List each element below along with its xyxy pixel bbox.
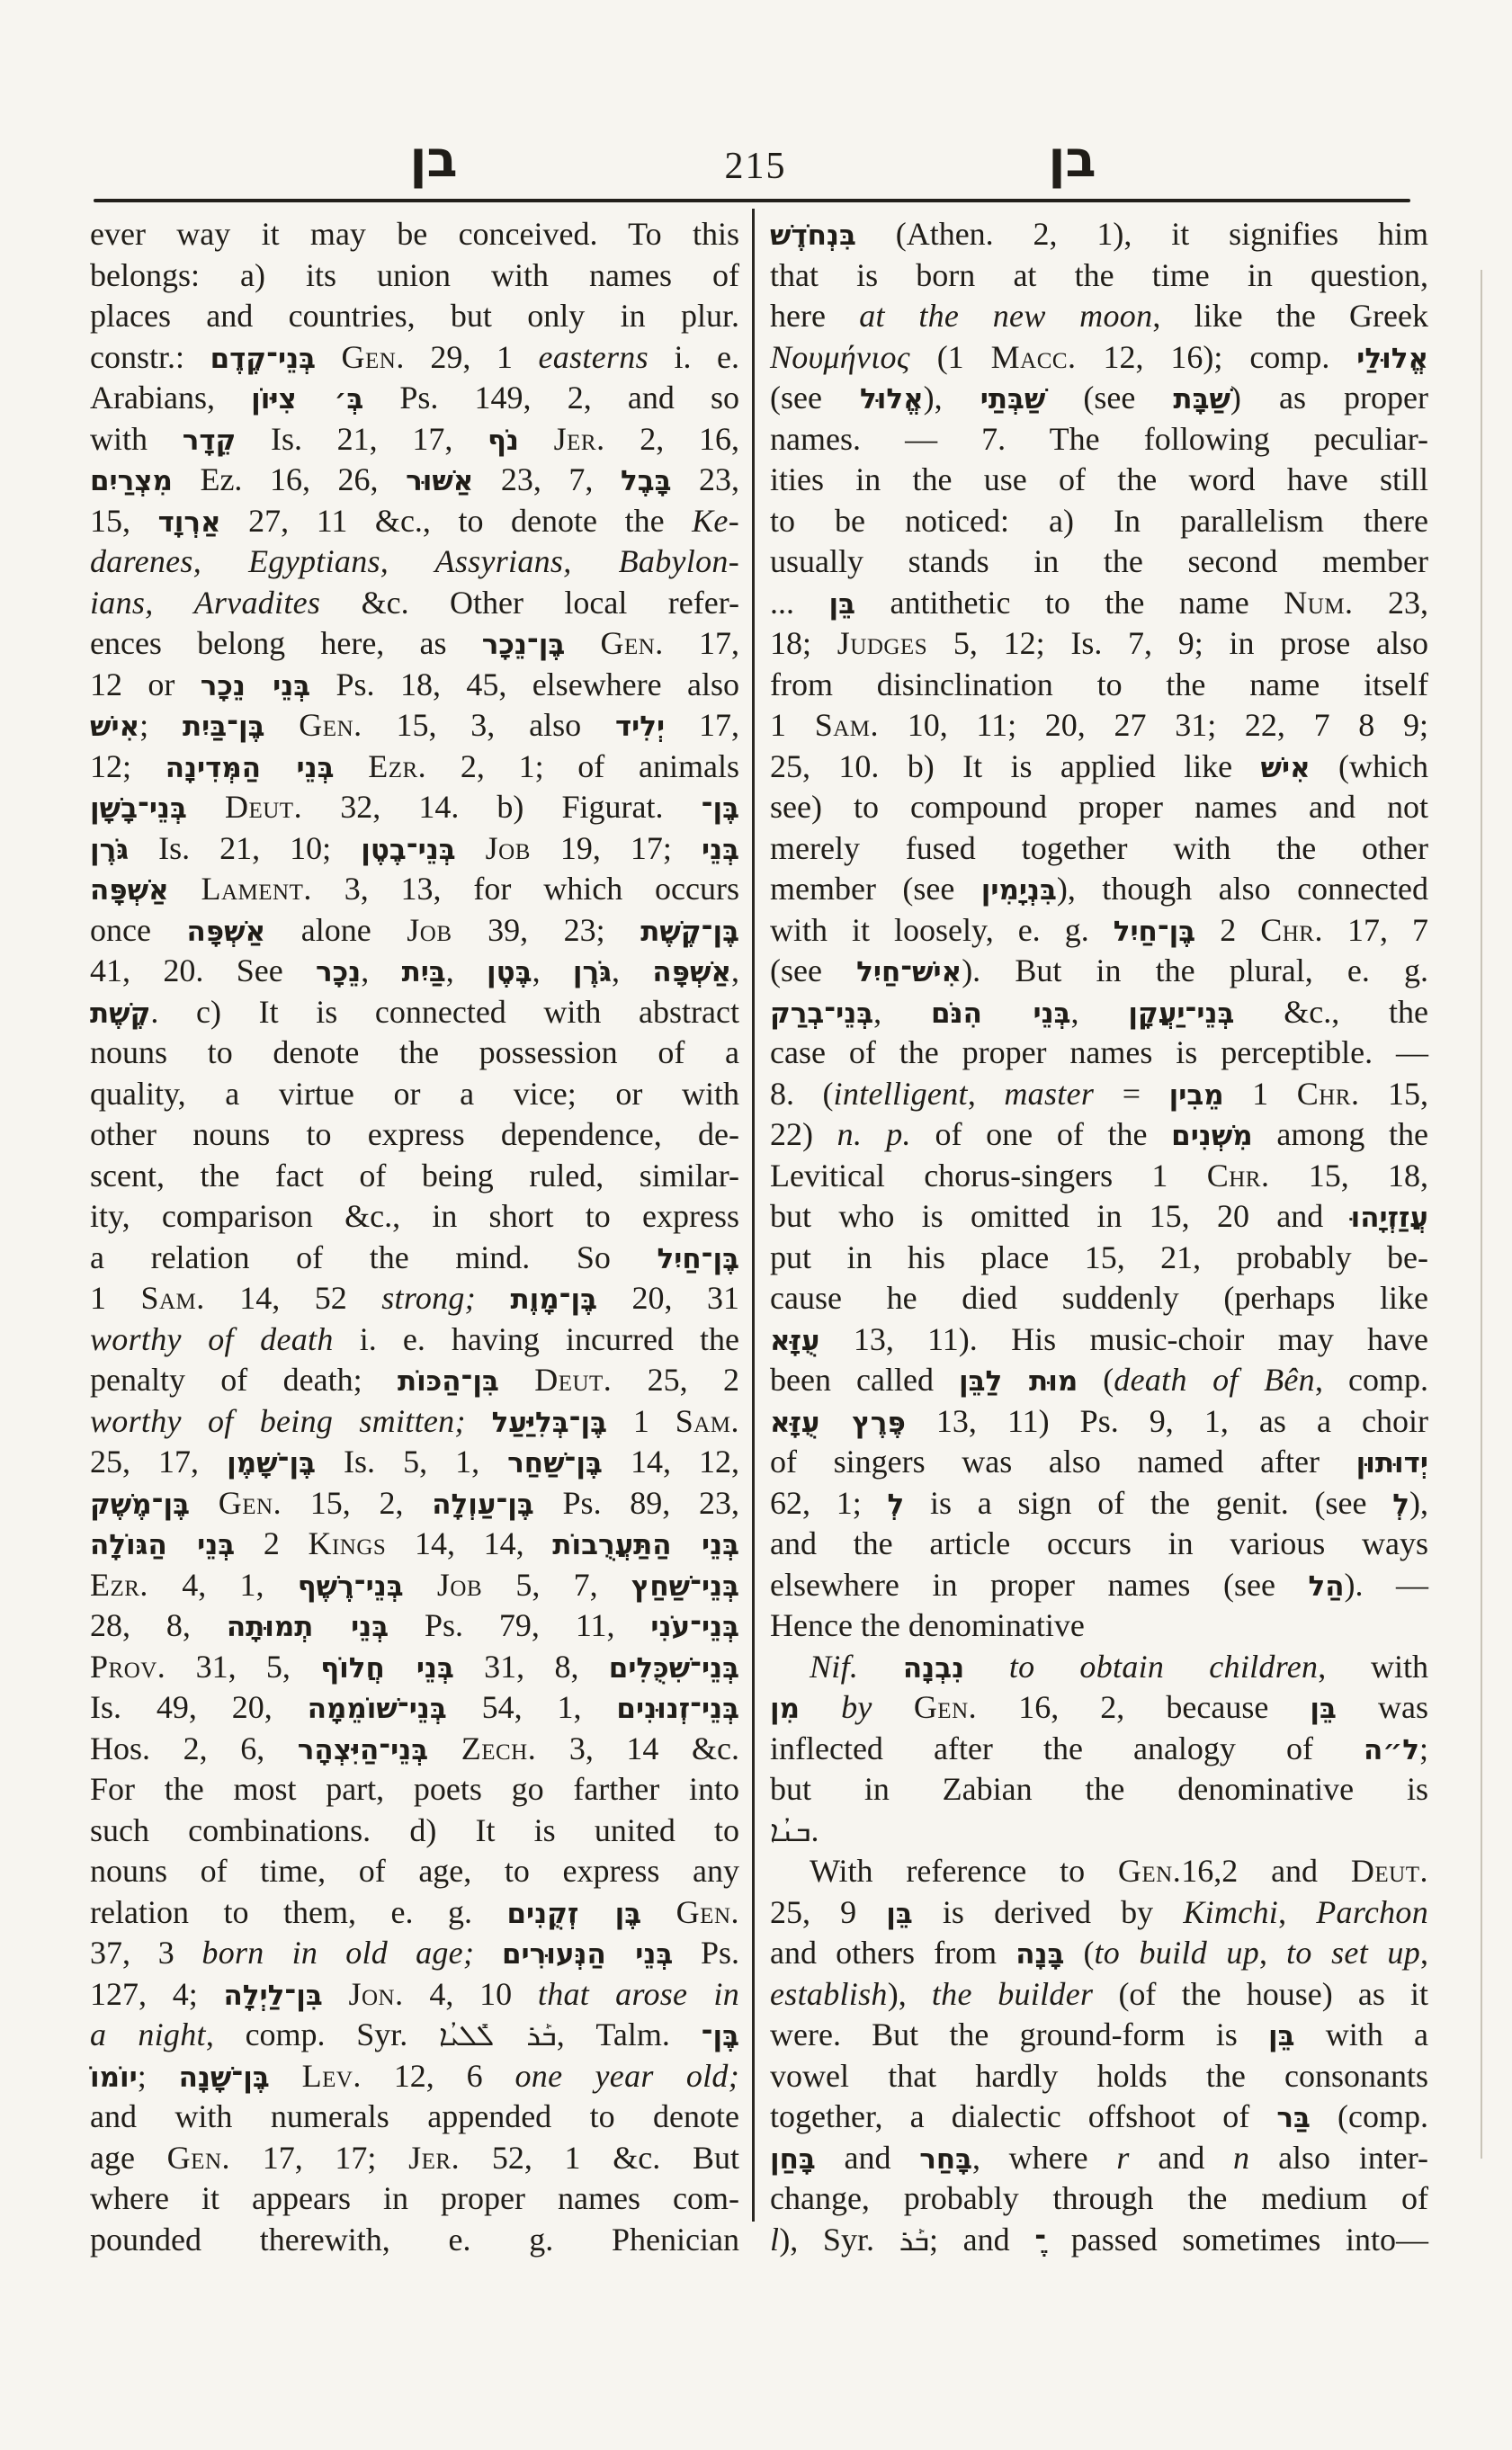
text-line: Νουμήνιος (1 Macc. 12, 16); comp. אֱלוּלַי <box>770 338 1428 375</box>
text-line: 1 Sam. 14, 52 strong; בֶּן־מָוֶת 20, 31 <box>90 1280 740 1316</box>
text-line: age Gen. 17, 17; Jer. 52, 1 &c. But <box>90 2139 739 2176</box>
text-line: גֹּרֶן Is. 21, 10; בְּנֵי־בֶטֶן Job 19, 17; בְּנֵי <box>90 829 739 866</box>
text-line: vowel that hardly holds the consonants <box>770 2057 1428 2094</box>
text-line: בְּנֵי־בָשָׁן Deut. 32, 14. b) Figurat. בֶּן־ <box>90 789 740 825</box>
header-keyword-right: בן <box>1048 130 1096 189</box>
text-line: אַשְׁפָּה Lament. 3, 13, for which occurs <box>90 871 739 907</box>
left-column <box>90 214 739 2260</box>
text-line: names. — 7. The following peculiar- <box>770 420 1428 457</box>
text-line: worthy of being smitten; בֶּן־בְּלִיַּעַל 1 Sam. <box>90 1402 740 1439</box>
text-line: inflected after the analogy of ל״ה; <box>770 1730 1428 1766</box>
text-line: 37, 3 born in old age; בְּנֵי הַנְּעוּרִים Ps. <box>90 1935 740 1971</box>
text-line: With reference to Gen.16,2 and Deut. <box>810 1853 1428 1889</box>
text-line: Nif. נִבְנָה to obtain children, with <box>810 1648 1428 1685</box>
text-line: ܒܢܳܐ. <box>770 1811 819 1848</box>
text-line: אִישׁ; בֶּן־בַּיִת Gen. 15, 3, also יְלִיד 17, <box>90 707 739 743</box>
column-divider-rule <box>752 209 755 2222</box>
text-line: put in his place 15, 21, probably be- <box>770 1238 1428 1275</box>
text-line: For the most part, poets go farther into <box>90 1771 739 1807</box>
text-line: a night, comp. Syr. ܒܰܪ ܠܺܠܝܳܐ, Talm. בֶּן־ <box>90 2016 739 2052</box>
text-line: once אַשְׁפָּה alone Job 39, 23; בֶּן־קֶשֶׁת <box>90 911 739 948</box>
page-number: 215 <box>724 146 787 187</box>
page-header <box>0 128 1512 200</box>
text-line: Hence the denominative <box>770 1607 1085 1643</box>
text-line: ences belong here, as בֶּן־נֵכָר Gen. 17, <box>90 625 740 661</box>
text-line: of singers was also named after יְדוּתוּן <box>770 1444 1428 1480</box>
text-line: 1 Sam. 10, 11; 20, 27 31; 22, 7 8 9; <box>770 707 1428 743</box>
text-line: ians, Arvadites &c. Other local refer- <box>90 584 739 621</box>
text-line: 8. (intelligent, master = מֵבִין 1 Chr. 15, <box>770 1075 1428 1112</box>
text-line: from disinclination to the name itself <box>770 666 1428 702</box>
text-line: been called מוּת לַבֵּן (death of Bên, comp. <box>770 1362 1428 1398</box>
text-line: 62, 1; לְ is a sign of the genit. (see לְ), <box>770 1484 1428 1521</box>
text-line: see) to compound proper names and not <box>770 789 1428 825</box>
text-line: מִן by Gen. 16, 2, because בֵּן was <box>770 1689 1428 1725</box>
text-line: and with numerals appended to denote <box>90 2098 739 2134</box>
text-line: quality, a virtue or a vice; or with <box>90 1075 739 1112</box>
text-line: and others from בָּנָה (to build up, to set up, <box>770 1935 1429 1971</box>
text-line: 15, אַרְוָד 27, 11 &c., to denote the Ke- <box>90 502 740 539</box>
text-line: and the article occurs in various ways <box>770 1525 1428 1561</box>
text-line: case of the proper names is perceptible. — <box>770 1034 1428 1070</box>
header-rule <box>94 199 1410 202</box>
text-line: ever way it may be conceived. To this <box>90 216 739 252</box>
text-line: together, a dialectic offshoot of בַּר (comp. <box>770 2098 1429 2134</box>
text-line: member (see בִּנְיָמִין), though also connected <box>770 871 1428 907</box>
text-line: Levitical chorus-singers 1 Chr. 15, 18, <box>770 1157 1428 1194</box>
text-line: darenes, Egyptians, Assyrians, Babylon- <box>90 543 739 579</box>
text-line: merely fused together with the other <box>770 829 1428 866</box>
text-line: to be noticed: a) In parallelism there <box>770 502 1428 539</box>
text-line: קֶשֶׁת. c) It is connected with abstract <box>90 993 739 1030</box>
text-line: 25, 9 בֵּן is derived by Kimchi, Parchon <box>770 1893 1428 1930</box>
right-column <box>770 214 1428 2260</box>
text-line: such combinations. d) It is united to <box>90 1811 739 1848</box>
text-line: but in Zabian the denominative is <box>770 1771 1428 1807</box>
text-line: עֻזָּא 13, 11). His music-choir may have <box>770 1320 1428 1357</box>
text-line: מִצְרַיִם Ez. 16, 26, אַשּׁוּר 23, 7, בָּבֶל 23, <box>90 461 740 497</box>
text-line: nouns to denote the possession of a <box>90 1034 739 1070</box>
text-line: ity, comparison &c., in short to express <box>90 1198 739 1234</box>
text-line: 127, 4; בִּן־לַיְלָה Jon. 4, 10 that arose in <box>90 1975 739 2012</box>
text-line: but who is omitted in 15, 20 and עֲזַזְיָהוּ <box>770 1198 1428 1234</box>
text-line: here at the new moon, like the Greek <box>770 298 1428 334</box>
text-line: l), Syr. ܒܰܪ; and ־ֶ passed sometimes into— <box>770 2221 1429 2258</box>
page-edge-artifact <box>1481 270 1482 2159</box>
text-line: scent, the fact of being ruled, similar- <box>90 1157 739 1194</box>
text-line: (see אֱלוּל), שַׁבְּתַי (see שַׁבָּת) as proper <box>770 380 1428 416</box>
text-line: פֶּרֶץ עֻזָּא 13, 11) Ps. 9, 1, as a choir <box>770 1402 1429 1439</box>
text-line: places and countries, but only in plur. <box>90 298 739 334</box>
text-line: 12; בְּנֵי הַמְּדִינָה Ezr. 2, 1; of animals <box>90 747 739 784</box>
text-line: other nouns to express dependence, de- <box>90 1116 739 1152</box>
text-line: 25, 17, בֶּן־שָׁמֶן Is. 5, 1, בֶּן־שַׁחַר 14, 12, <box>90 1444 740 1480</box>
text-line: constr.: בְּנֵי־קֶדֶם Gen. 29, 1 easterns i. e. <box>90 338 740 375</box>
text-line: 12 or בְּנֵי נֵכָר Ps. 18, 45, elsewhere also <box>90 666 739 702</box>
text-line: ities in the use of the word have still <box>770 461 1428 497</box>
text-line: cause he died suddenly (perhaps like <box>770 1280 1428 1316</box>
text-line: belongs: a) its union with names of <box>90 256 739 293</box>
text-line: were. But the ground-form is בֵּן with a <box>770 2016 1428 2052</box>
text-line: 22) n. p. of one of the מִשְׁנִים among the <box>770 1116 1429 1152</box>
text-line: בְּנֵי הַגּוֹלָה 2 Kings 14, 14, בְּנֵי הַתַּעֲרֻבוֹת <box>90 1525 740 1561</box>
text-line: Prov. 31, 5, בְּנֵי חֲלוֹף 31, 8, בְּנֵי־שִׁכֻּלִים <box>90 1648 740 1685</box>
text-line: (see אִישׁ־חַיִל). But in the plural, e. g. <box>770 952 1428 988</box>
text-line: Hos. 2, 6, בְּנֵי־הַיִּצְהָר Zech. 3, 14 &c. <box>90 1730 740 1766</box>
text-line: 41, 20. See נֵכָר, בַּיִת, בֶּטֶן, גֹּרֶן, אַשְׁפָּה, <box>90 952 739 988</box>
text-line: with קֵדָר Is. 21, 17, נֹף Jer. 2, 16, <box>90 420 739 457</box>
text-line: a relation of the mind. So בֶּן־חַיִל <box>90 1238 739 1275</box>
text-line: Ezr. 4, 1, בְּנֵי־רֶשֶׁף Job 5, 7, בְּנֵי־שַׁחַץ <box>90 1566 740 1603</box>
text-line: pounded therewith, e. g. Phenician <box>90 2221 739 2258</box>
text-line: that is born at the time in question, <box>770 256 1428 293</box>
text-line: change, probably through the medium of <box>770 2180 1428 2216</box>
text-line: establish), the builder (of the house) as it <box>770 1975 1428 2012</box>
text-line: בֶּן־מֶשֶׁק Gen. 15, 2, בֶּן־עַוְלָה Ps. 89, 23, <box>90 1484 740 1521</box>
text-line: nouns of time, of age, to express any <box>90 1853 739 1889</box>
text-line: Is. 49, 20, בְּנֵי־שׁוֹמֵמָה 54, 1, בְּנֵי־זְנוּנִים <box>90 1689 740 1725</box>
text-line: usually stands in the second member <box>770 543 1428 579</box>
text-line: Arabians, בְּ׳ צִיּוֹן Ps. 149, 2, and so <box>90 380 739 416</box>
text-line: 18; Judges 5, 12; Is. 7, 9; in prose also <box>770 625 1428 661</box>
text-line: בָּחַן and בָּחַר, where r and n also inter- <box>770 2139 1429 2176</box>
header-keyword-left: בן <box>409 130 458 189</box>
text-line: בִּנְחֹדֶשׁ (Athen. 2, 1), it signifies him <box>770 216 1428 252</box>
text-line: 28, 8, בְּנֵי תְמוּתָה Ps. 79, 11, בְּנֵי־עֹנִי <box>90 1607 740 1643</box>
text-line: with it loosely, e. g. בֶּן־חַיִל 2 Chr. 17, 7 <box>770 911 1428 948</box>
text-line: worthy of death i. e. having incurred the <box>90 1320 739 1357</box>
text-line: relation to them, e. g. בֶּן זְקֻנִים Gen. <box>90 1893 739 1930</box>
text-line: elsewhere in proper names (see הַל). — <box>770 1566 1428 1603</box>
text-line: ... בֵּן antithetic to the name Num. 23, <box>770 584 1429 621</box>
text-line: בְּנֵי־בְרַק, בְּנֵי הִנֹּם, בְּנֵי־יַעֲקָן &c., the <box>770 993 1429 1030</box>
text-line: penalty of death; בִּן־הַכּוֹת Deut. 25, 2 <box>90 1362 739 1398</box>
text-line: 25, 10. b) It is applied like אִישׁ (which <box>770 747 1428 784</box>
text-line: where it appears in proper names com- <box>90 2180 739 2216</box>
text-line: יוֹמוֹ; בֶּן־שָׁנָה Lev. 12, 6 one year old; <box>90 2057 740 2094</box>
